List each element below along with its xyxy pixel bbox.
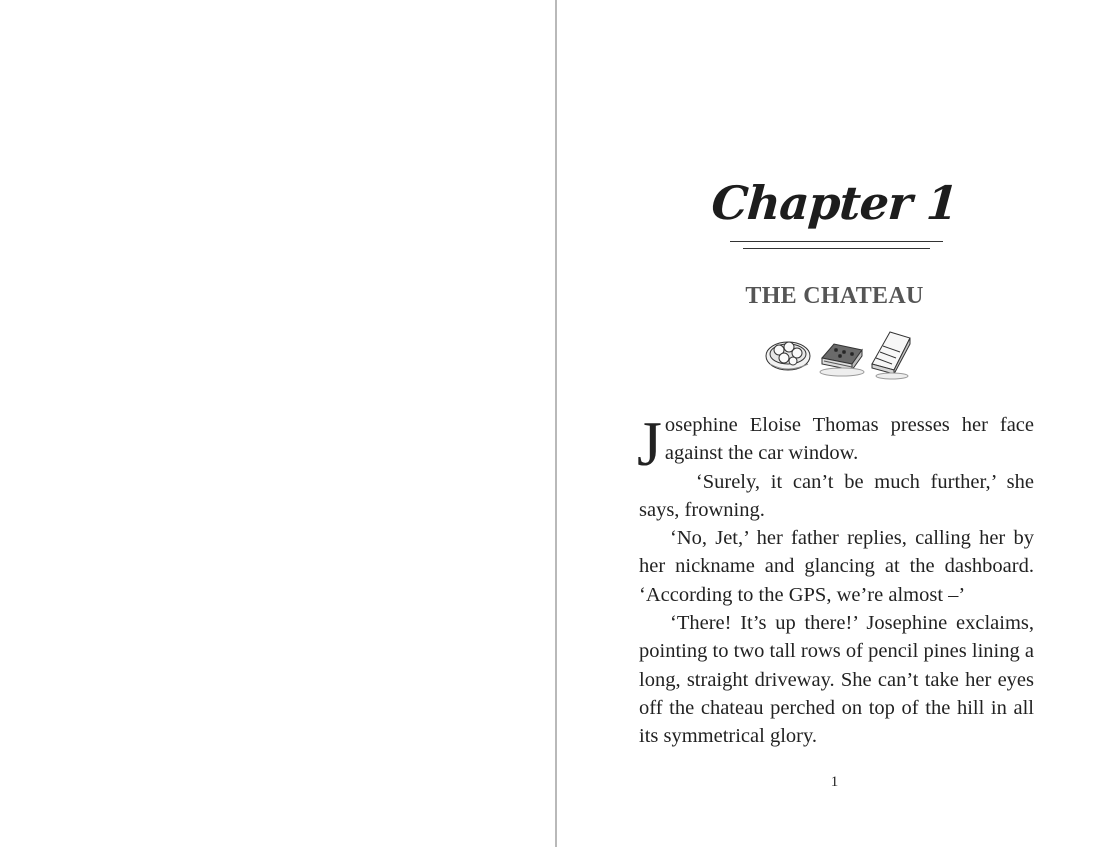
paragraph-3: ‘No, Jet,’ her father replies, calling her by her nickname and glancing at the dashboard. ‘According to the GPS, we’re almost –’ (639, 527, 1034, 606)
paragraph-2: ‘Surely, it can’t be much further,’ she says, frowning. (639, 470, 1034, 521)
paragraph-1-text: osephine Eloise Thomas presses her face against the car window. (664, 414, 1034, 465)
chapter-body-text (637, 408, 1034, 751)
right-page (557, 0, 1112, 847)
stacked-pastry-icon (872, 332, 910, 379)
pastry-ornament (764, 328, 914, 380)
chapter-heading: Chapter 1 (709, 176, 960, 230)
cake-slice-icon (820, 344, 864, 376)
page-number: 1 (830, 774, 839, 790)
cookie-plate-icon (766, 342, 810, 370)
chapter-title: THE CHATEAU (745, 283, 924, 309)
paragraph-4: ‘There! It’s up there!’ Josephine exclaims, pointing to two tall rows of pencil pines lining a long, straight driveway. She can’t take her eyes off the chateau perched on top of the hill in all its symmetrical glory. (639, 612, 1034, 748)
paragraph-1 (637, 408, 1034, 479)
drop-cap: J (637, 408, 662, 479)
heading-rule-bottom (743, 248, 930, 249)
heading-rule-top (730, 241, 943, 242)
